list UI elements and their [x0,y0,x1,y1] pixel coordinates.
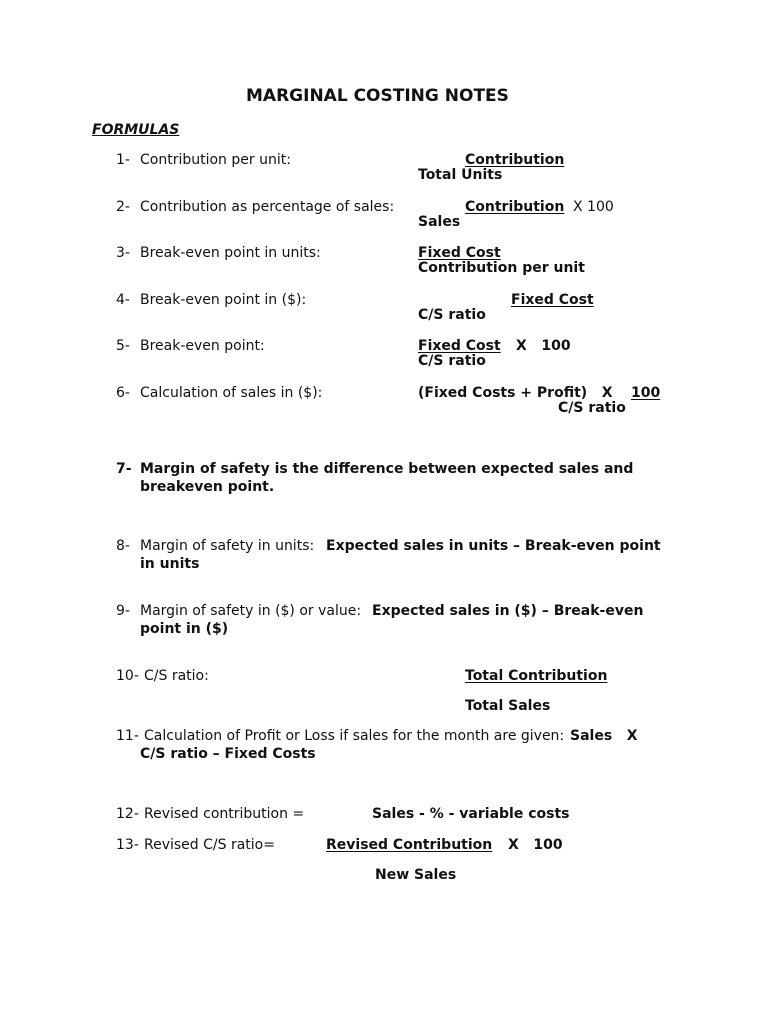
item-number: 11- [116,728,139,744]
formula-denominator: C/S ratio [418,353,486,369]
item-label: Break-even point in units: [140,245,321,261]
formula-numerator: Total Contribution [465,668,608,684]
formula-numerator: Contribution [465,152,565,168]
formula-numerator-right: 100 [631,385,661,401]
item-number: 1- [116,152,130,168]
item-label: Margin of safety in ($) or value: [140,603,362,619]
formula-line-2: in units [140,556,200,572]
item-label: Calculation of sales in ($): [140,385,323,401]
formula-numerator: Fixed Cost [418,338,501,354]
item-number: 2- [116,199,130,215]
item-label: Revised contribution = [144,806,305,822]
item-number: 10- [116,668,139,684]
formula-denominator: Total Sales [465,698,551,714]
formula: Sales - % - variable costs [372,806,570,822]
page-title: MARGINAL COSTING NOTES [246,86,509,106]
formula-numerator: (Fixed Costs + Profit) X [418,385,613,401]
item-label: Contribution per unit: [140,152,291,168]
item-number: 4- [116,292,130,308]
formula-denominator: C/S ratio [418,307,486,323]
item-label: Break-even point: [140,338,265,354]
formula-numerator: Revised Contribution [326,837,493,853]
formula-denominator: Total Units [418,167,503,183]
item-text-line-2: breakeven point. [140,479,275,495]
item-label: Break-even point in ($): [140,292,307,308]
formula-multiplier: X 100 [516,338,571,354]
formula-multiplier: X 100 [573,199,614,215]
item-label: Calculation of Profit or Loss if sales for the month are given: [144,728,565,744]
formula-line-1: Sales X [570,728,638,744]
item-number: 12- [116,806,139,822]
formula-denominator: Contribution per unit [418,260,585,276]
item-number: 7- [116,461,132,477]
item-text-line-1: Margin of safety is the difference between expected sales and [140,461,634,477]
formula-numerator: Fixed Cost [418,245,501,261]
item-number: 8- [116,538,130,554]
formula-line-2: point in ($) [140,621,229,637]
item-label: Revised C/S ratio= [144,837,275,853]
formula-denominator: New Sales [375,867,457,883]
item-number: 5- [116,338,130,354]
item-number: 9- [116,603,130,619]
section-heading: FORMULAS [92,122,180,138]
formula-numerator: Contribution [465,199,565,215]
item-label: Contribution as percentage of sales: [140,199,395,215]
item-number: 13- [116,837,139,853]
item-label: Margin of safety in units: [140,538,315,554]
formula-denominator: C/S ratio [558,400,626,416]
item-number: 6- [116,385,130,401]
formula-denominator: Sales [418,214,461,230]
formula-line-2: C/S ratio – Fixed Costs [140,746,316,762]
item-number: 3- [116,245,130,261]
formula-line-1: Expected sales in ($) – Break-even [372,603,644,619]
formula-multiplier: X 100 [508,837,563,853]
formula-numerator: Fixed Cost [511,292,594,308]
item-label: C/S ratio: [144,668,209,684]
formula-line-1: Expected sales in units – Break-even point [326,538,661,554]
